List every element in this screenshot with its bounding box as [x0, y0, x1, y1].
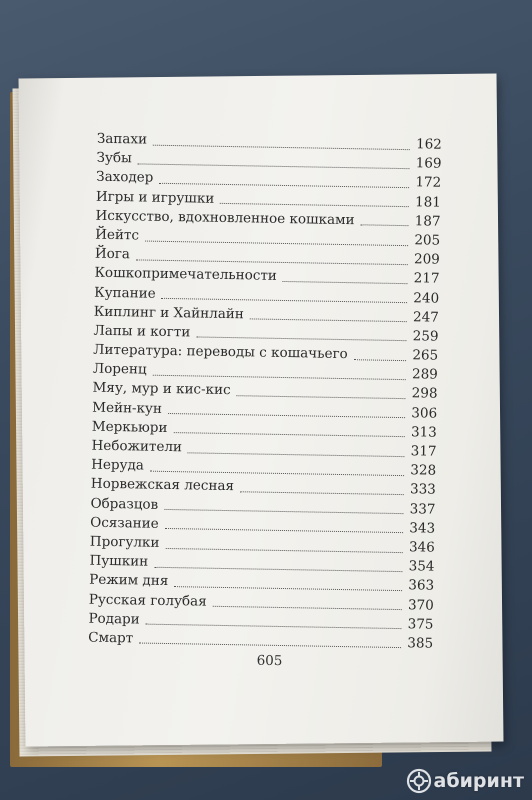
toc-entry-title: Литература: переводы с кошачьего: [93, 341, 348, 363]
toc-entry-title: Родари: [88, 610, 140, 628]
toc-leader-dots: [162, 297, 408, 303]
toc-leader-dots: [188, 451, 405, 457]
page-number: 605: [256, 652, 283, 670]
toc-entry-page: 298: [411, 385, 438, 403]
labyrinth-logo-icon: [406, 768, 432, 794]
toc-leader-dots: [138, 162, 410, 169]
toc-entry-title: Лапы и когти: [93, 322, 191, 341]
toc-leader-dots: [164, 508, 403, 514]
toc-entry-page: 337: [409, 500, 436, 518]
toc-leader-dots: [159, 182, 409, 188]
toc-entry-title: Киплинг и Хайнлайн: [93, 303, 244, 322]
book-page: [19, 74, 504, 747]
toc-leader-dots: [196, 336, 406, 342]
toc-leader-dots: [150, 469, 404, 475]
toc-entry-page: 172: [415, 174, 442, 192]
toc-entry-page: 346: [408, 539, 435, 556]
toc-leader-dots: [240, 490, 404, 495]
toc-entry-page: 240: [413, 289, 440, 307]
toc-entry-title: Заходер: [96, 169, 154, 187]
toc-entry-page: 265: [412, 347, 439, 364]
toc-leader-dots: [154, 565, 402, 571]
toc-entry-title: Запахи: [96, 130, 148, 148]
watermark: [406, 768, 524, 794]
toc-entry-title: Кошкопримечательности: [94, 264, 278, 285]
toc-entry-title: Мяу, мур и кис-кис: [92, 380, 231, 399]
toc-leader-dots: [139, 642, 401, 649]
toc-entry-page: 162: [415, 136, 442, 153]
toc-entry-page: 333: [409, 481, 436, 499]
toc-entry-page: 328: [410, 462, 437, 479]
toc-entry-title: Меркьюри: [91, 418, 168, 436]
toc-leader-dots: [283, 280, 408, 284]
toc-entry-page: 354: [408, 558, 435, 575]
toc-entry-title: Русская голубая: [88, 591, 207, 610]
toc-leader-dots: [220, 202, 409, 207]
toc-entry-title: Зубы: [96, 149, 132, 167]
toc-entry-page: 317: [410, 443, 437, 460]
toc-entry-title: Йога: [94, 245, 131, 263]
toc-entry-page: 385: [407, 635, 434, 652]
toc-leader-dots: [174, 585, 402, 591]
toc-entry-title: Норвежская лесная: [90, 476, 235, 495]
toc-entry-title: Прогулки: [89, 533, 160, 551]
toc-leader-dots: [250, 318, 407, 323]
table-of-contents: [88, 130, 442, 654]
toc-entry-title: Лоренц: [92, 360, 147, 378]
toc-leader-dots: [153, 143, 410, 149]
toc-entry-page: 306: [411, 404, 438, 422]
toc-entry-page: 363: [408, 577, 435, 594]
toc-entry-title: Искусство, вдохновленное кошками: [95, 207, 355, 228]
toc-entry-title: Неруда: [91, 456, 145, 474]
toc-leader-dots: [173, 431, 404, 437]
toc-entry-title: Пушкин: [89, 552, 149, 570]
toc-entry-title: Смарт: [88, 629, 134, 647]
toc-leader-dots: [237, 394, 406, 399]
toc-leader-dots: [165, 527, 403, 533]
toc-leader-dots: [354, 358, 406, 361]
toc-entry-title: Игры и игрушки: [95, 188, 215, 207]
toc-entry-title: Йейтс: [95, 226, 140, 244]
toc-leader-dots: [152, 374, 405, 380]
toc-entry-title: Осязание: [90, 514, 159, 532]
toc-leader-dots: [145, 239, 408, 246]
toc-entry-page: 289: [411, 366, 438, 383]
toc-entry-page: 205: [414, 232, 441, 249]
toc-entry-page: 247: [412, 308, 439, 326]
toc-entry-page: 169: [415, 155, 442, 172]
toc-entry-page: 370: [407, 596, 434, 614]
toc-leader-dots: [146, 623, 402, 629]
toc-entry-page: 217: [413, 270, 440, 288]
toc-entry-page: 209: [413, 251, 440, 268]
toc-leader-dots: [213, 605, 402, 610]
toc-entry-page: 181: [414, 193, 441, 211]
toc-leader-dots: [136, 258, 408, 265]
toc-leader-dots: [360, 224, 408, 227]
toc-leader-dots: [165, 546, 402, 552]
toc-entry-page: 259: [412, 328, 439, 345]
toc-entry-title: Образцов: [90, 495, 159, 513]
watermark-text: абиринт: [433, 770, 524, 792]
toc-entry-title: Купание: [94, 284, 156, 302]
toc-entry-page: 343: [409, 519, 436, 537]
toc-leader-dots: [168, 412, 405, 418]
toc-entry-title: Режим дня: [89, 571, 169, 590]
toc-entry-title: Мейн-кун: [92, 399, 163, 417]
toc-entry-page: 187: [414, 213, 441, 230]
toc-entry-page: 375: [407, 615, 434, 633]
toc-entry-page: 313: [410, 424, 437, 441]
toc-entry-title: Небожители: [91, 437, 183, 456]
